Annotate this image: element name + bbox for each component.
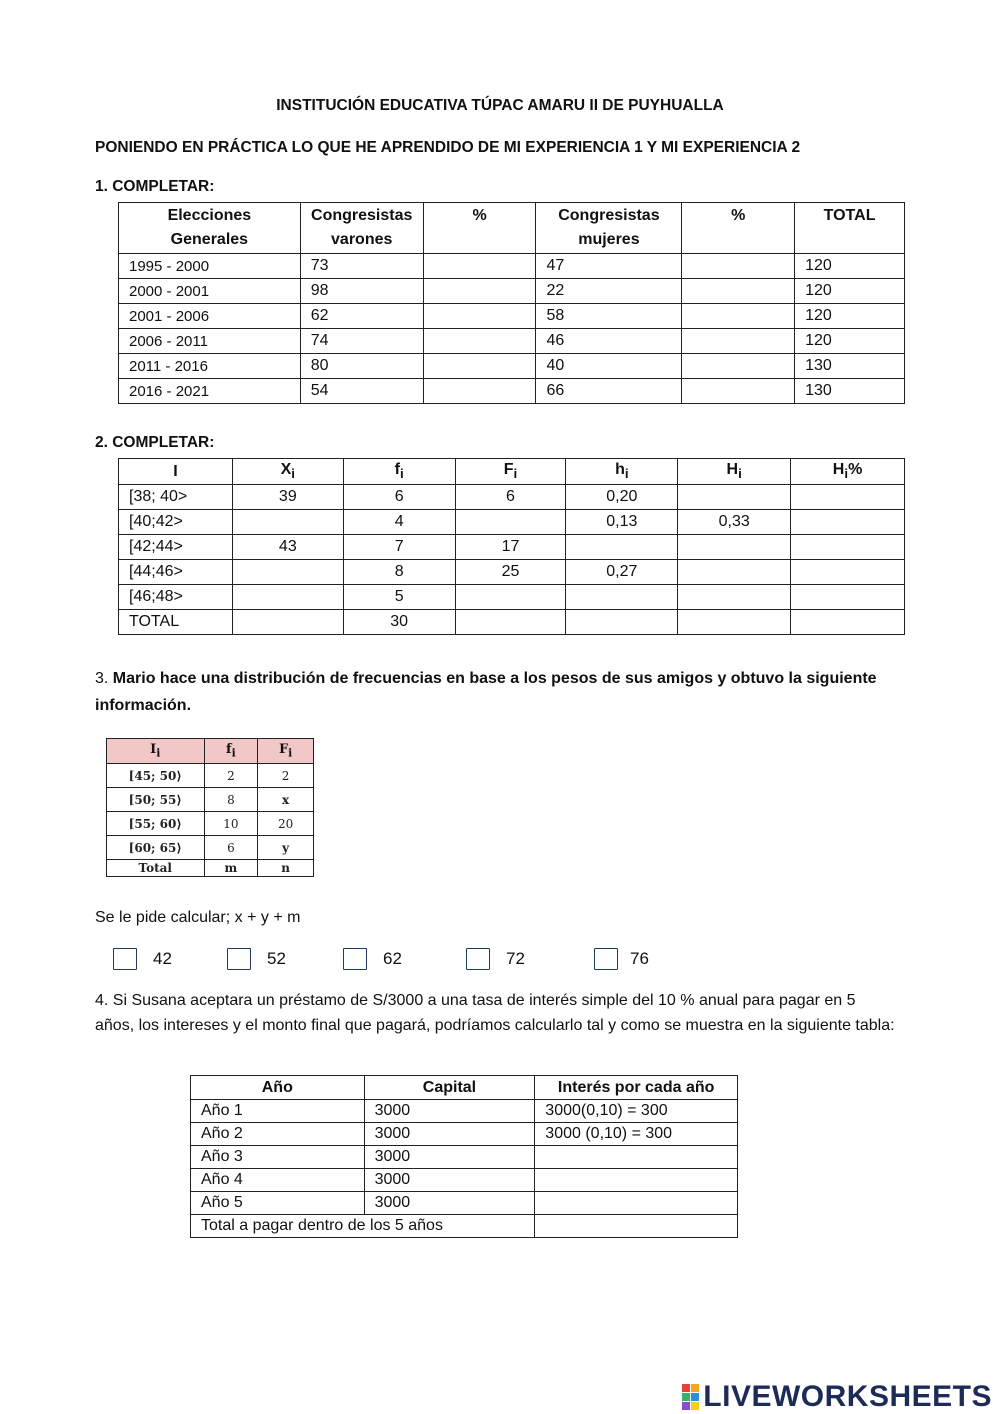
liveworksheets-logo: LIVEWORKSHEETS (682, 1380, 992, 1414)
answer-cell[interactable] (682, 379, 795, 404)
table-cell: 74 (300, 329, 423, 354)
table-cell: 3000(0,10) = 300 (535, 1100, 738, 1123)
q4-prompt: 4. Si Susana aceptara un préstamo de S/3000 a una tasa de interés simple del 10 % anual para pagar en 5 años, los intereses y el monto final que pagará, podríamos calcularlo tal y como se muestra en la siguiente tabla: (95, 992, 895, 1034)
table-cell: 8 (343, 560, 455, 585)
table-cell: 130 (795, 354, 905, 379)
col-header: $f_i$ (204, 739, 258, 764)
q1-label: 1. COMPLETAR: (95, 178, 215, 195)
table-cell: 6 (204, 836, 258, 860)
table-cell: 8 (204, 788, 258, 812)
answer-cell[interactable] (566, 610, 678, 635)
table-cell: Año 5 (191, 1192, 365, 1215)
answer-cell[interactable] (682, 354, 795, 379)
table-cell: 2016 - 2021 (119, 379, 301, 404)
table-cell: 6 (455, 485, 566, 510)
table-row (191, 1192, 738, 1215)
answer-cell[interactable] (232, 510, 343, 535)
table-cell: 1995 - 2000 (119, 254, 301, 279)
answer-cell[interactable] (423, 254, 536, 279)
table-cell: 39 (232, 485, 343, 510)
table-cell: [50; 55⟩ (107, 788, 205, 812)
logo-icon (682, 1384, 699, 1410)
option-42[interactable]: 42 (113, 947, 172, 971)
worksheet-subtitle: PONIENDO EN PRÁCTICA LO QUE HE APRENDIDO DE MI EXPERIENCIA 1 Y MI EXPERIENCIA 2 (95, 139, 801, 156)
table-cell: 30 (343, 610, 455, 635)
col-header: $X_i$ (232, 459, 343, 485)
table-cell: 73 (300, 254, 423, 279)
weights-table (106, 738, 314, 877)
col-header: Congresistas mujeres (536, 203, 682, 254)
table-cell: 120 (795, 329, 905, 354)
table-cell: 6 (343, 485, 455, 510)
table-cell: Año 2 (191, 1123, 365, 1146)
answer-cell[interactable] (455, 510, 566, 535)
logo-square (691, 1384, 699, 1392)
total-row (191, 1215, 738, 1238)
answer-cell[interactable] (791, 610, 905, 635)
col-header: Interés por cada año (535, 1076, 738, 1100)
table-cell: Año 4 (191, 1169, 365, 1192)
col-header: Capital (364, 1076, 535, 1100)
table-row (107, 860, 314, 877)
table-row (119, 304, 905, 329)
logo-square (682, 1393, 690, 1401)
answer-cell[interactable] (232, 585, 343, 610)
option-52[interactable]: 52 (227, 947, 286, 971)
answer-cell[interactable] (423, 379, 536, 404)
col-header: $f_i$ (343, 459, 455, 485)
checkbox[interactable] (227, 948, 251, 970)
table-cell: 2000 - 2001 (119, 279, 301, 304)
logo-square (691, 1402, 699, 1410)
table-row (119, 510, 905, 535)
col-header: Año (191, 1076, 365, 1100)
table-cell: 2 (258, 764, 314, 788)
table-row (191, 1123, 738, 1146)
table-cell: [40;42> (119, 510, 233, 535)
answer-cell[interactable] (535, 1192, 738, 1215)
answer-cell[interactable] (791, 560, 905, 585)
table-cell: 62 (300, 304, 423, 329)
table-cell: 10 (204, 812, 258, 836)
table-cell: 80 (300, 354, 423, 379)
q3-prompt: 3. Mario hace una distribución de frecuencias en base a los pesos de sus amigos y obtuvo la siguiente información. (95, 670, 877, 714)
table-cell: x (258, 788, 314, 812)
table-row (119, 610, 905, 635)
table-row (119, 560, 905, 585)
answer-cell[interactable] (791, 535, 905, 560)
table-cell: m (204, 860, 258, 877)
table-cell: TOTAL (119, 610, 233, 635)
answer-cell[interactable] (566, 535, 678, 560)
col-header: $I_i$ (107, 739, 205, 764)
answer-cell[interactable] (682, 279, 795, 304)
table-row (119, 279, 905, 304)
loan-table (190, 1075, 738, 1238)
table-cell: 46 (536, 329, 682, 354)
elections-table (118, 202, 905, 404)
table-cell: 120 (795, 304, 905, 329)
table-row (107, 788, 314, 812)
answer-cell[interactable] (423, 304, 536, 329)
table-cell: Total (107, 860, 205, 877)
q3-ask: Se le pide calcular; x + y + m (95, 909, 301, 926)
table-cell: 43 (232, 535, 343, 560)
checkbox[interactable] (466, 948, 490, 970)
table-cell: 0,13 (566, 510, 678, 535)
option-62[interactable]: 62 (343, 947, 402, 971)
col-header: % (423, 203, 536, 254)
table-row (119, 254, 905, 279)
col-header: $H_i\%$ (791, 459, 905, 485)
table-cell: 3000 (364, 1169, 535, 1192)
table-cell: 25 (455, 560, 566, 585)
answer-cell[interactable] (535, 1146, 738, 1169)
table-cell: 4 (343, 510, 455, 535)
table-cell: y (258, 836, 314, 860)
table-cell: 5 (343, 585, 455, 610)
table-cell: 58 (536, 304, 682, 329)
total-label: Total a pagar dentro de los 5 años (191, 1215, 535, 1238)
table-cell: 20 (258, 812, 314, 836)
table-row (119, 354, 905, 379)
table-cell: 0,27 (566, 560, 678, 585)
table-row (107, 812, 314, 836)
table-cell: Año 1 (191, 1100, 365, 1123)
frequency-table (118, 458, 905, 635)
table-cell: 40 (536, 354, 682, 379)
table-cell: 17 (455, 535, 566, 560)
table-cell: 3000 (364, 1146, 535, 1169)
table-row (119, 485, 905, 510)
table-row (119, 535, 905, 560)
answer-cell[interactable] (791, 510, 905, 535)
logo-square (682, 1402, 690, 1410)
answer-cell[interactable] (678, 560, 791, 585)
table-cell: [42;44> (119, 535, 233, 560)
table-cell: Año 3 (191, 1146, 365, 1169)
table-cell: [45; 50⟩ (107, 764, 205, 788)
table-cell: [55; 60⟩ (107, 812, 205, 836)
table-cell: 120 (795, 279, 905, 304)
answer-cell[interactable] (455, 610, 566, 635)
table-row (107, 764, 314, 788)
answer-cell[interactable] (682, 254, 795, 279)
table-cell: 22 (536, 279, 682, 304)
table-cell: 66 (536, 379, 682, 404)
table-row (119, 585, 905, 610)
checkbox[interactable] (343, 948, 367, 970)
table-row (191, 1146, 738, 1169)
col-header: % (682, 203, 795, 254)
table-cell: 2011 - 2016 (119, 354, 301, 379)
table-row (191, 1100, 738, 1123)
q2-label: 2. COMPLETAR: (95, 434, 215, 451)
table-row (191, 1169, 738, 1192)
answer-cell[interactable] (678, 585, 791, 610)
table-cell: 47 (536, 254, 682, 279)
answer-cell[interactable] (791, 485, 905, 510)
col-header: $H_i$ (678, 459, 791, 485)
table-cell: n (258, 860, 314, 877)
table-row (107, 836, 314, 860)
col-header: Elecciones Generales (119, 203, 301, 254)
table-cell: 0,33 (678, 510, 791, 535)
option-76[interactable]: 76 (594, 947, 649, 971)
answer-cell[interactable] (682, 329, 795, 354)
table-cell: 2006 - 2011 (119, 329, 301, 354)
checkbox[interactable] (594, 948, 618, 970)
table-cell: 3000 (364, 1123, 535, 1146)
answer-cell[interactable] (566, 585, 678, 610)
table-cell: [60; 65⟩ (107, 836, 205, 860)
answer-cell[interactable] (423, 279, 536, 304)
table-cell: 3000 (364, 1192, 535, 1215)
table-cell: [46;48> (119, 585, 233, 610)
answer-cell[interactable] (535, 1215, 738, 1238)
answer-cell[interactable] (423, 354, 536, 379)
col-header: $F_i$ (455, 459, 566, 485)
logo-square (682, 1384, 690, 1392)
checkbox[interactable] (113, 948, 137, 970)
table-cell: 54 (300, 379, 423, 404)
answer-cell[interactable] (535, 1169, 738, 1192)
answer-cell[interactable] (791, 585, 905, 610)
col-header: $h_i$ (566, 459, 678, 485)
table-cell: 120 (795, 254, 905, 279)
logo-square (691, 1393, 699, 1401)
answer-cell[interactable] (678, 610, 791, 635)
answer-cell[interactable] (678, 535, 791, 560)
answer-cell[interactable] (678, 485, 791, 510)
answer-cell[interactable] (455, 585, 566, 610)
col-header: TOTAL (795, 203, 905, 254)
col-header: Congresistas varones (300, 203, 423, 254)
answer-cell[interactable] (232, 560, 343, 585)
option-72[interactable]: 72 (466, 947, 525, 971)
table-cell: 2 (204, 764, 258, 788)
table-cell: 7 (343, 535, 455, 560)
table-row (119, 329, 905, 354)
table-cell: [44;46> (119, 560, 233, 585)
answer-cell[interactable] (232, 610, 343, 635)
table-cell: 0,20 (566, 485, 678, 510)
answer-cell[interactable] (682, 304, 795, 329)
table-cell: 2001 - 2006 (119, 304, 301, 329)
table-cell: 3000 (0,10) = 300 (535, 1123, 738, 1146)
col-header: I (119, 459, 233, 485)
col-header: $F_i$ (258, 739, 314, 764)
school-title: INSTITUCIÓN EDUCATIVA TÚPAC AMARU II DE PUYHUALLA (276, 97, 724, 114)
table-cell: 130 (795, 379, 905, 404)
table-cell: 98 (300, 279, 423, 304)
table-cell: 3000 (364, 1100, 535, 1123)
table-row (119, 379, 905, 404)
table-cell: [38; 40> (119, 485, 233, 510)
answer-cell[interactable] (423, 329, 536, 354)
